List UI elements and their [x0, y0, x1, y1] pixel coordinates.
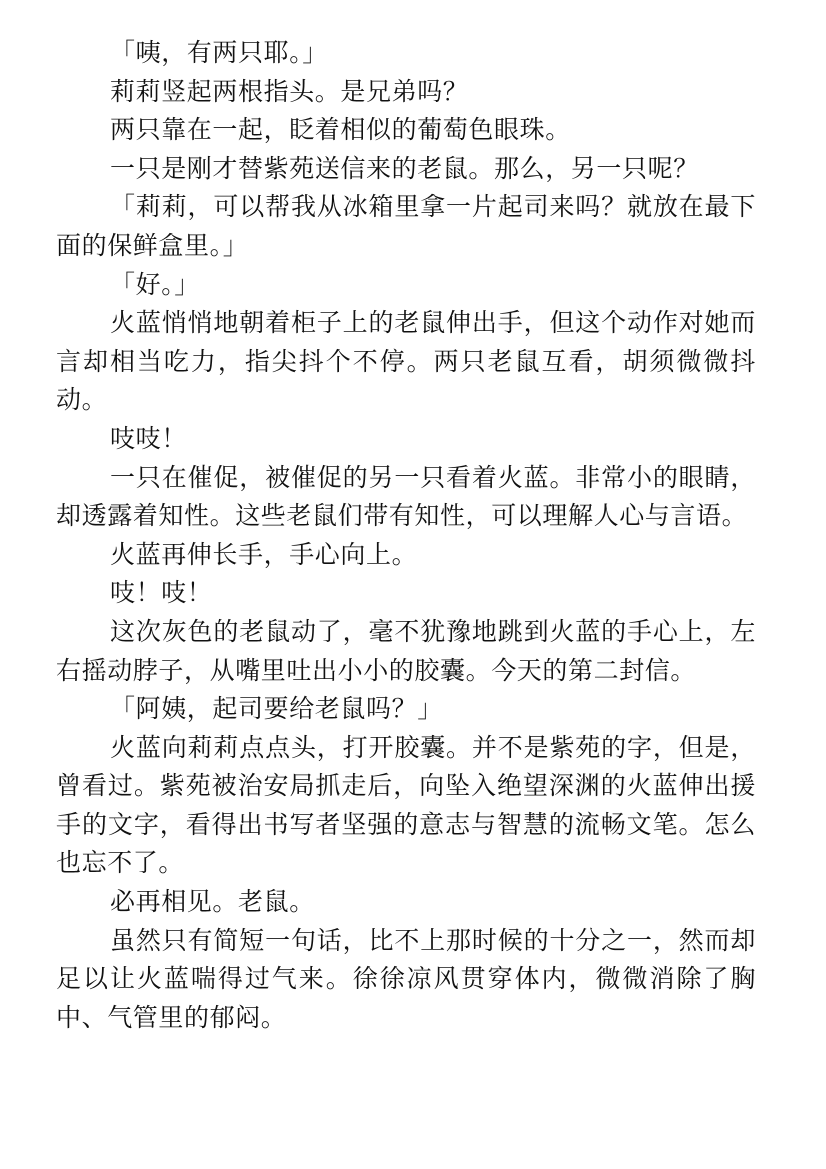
paragraph: 「咦，有两只耶。」: [110, 38, 328, 67]
paragraph: 两只靠在一起，眨着相似的葡萄色眼珠。: [110, 115, 571, 145]
paragraph: 火蓝向莉莉点点头，打开胶囊。并不是紫苑的字，但是，曾看过。紫苑被治安局抓走后，向坠入绝望深渊的火蓝伸出援手的文字，看得出书写者坚强的意志与智慧的流畅文笔。怎么也忘不了。: [56, 732, 756, 878]
paragraph: 莉莉竖起两根指头。是兄弟吗？: [110, 76, 469, 106]
document-page: [56, 34, 756, 1037]
paragraph: 吱吱！: [110, 423, 187, 453]
paragraph: 火蓝再伸长手，手心向上。: [110, 539, 418, 569]
paragraph: 必再相见。老鼠。: [110, 887, 315, 917]
paragraph: 「阿姨，起司要给老鼠吗？」: [110, 694, 443, 724]
paragraph: 这次灰色的老鼠动了，毫不犹豫地跳到火蓝的手心上，左右摇动脖子，从嘴里吐出小小的胶囊。今天的第二封信。: [56, 616, 756, 685]
paragraph: 一只在催促，被催促的另一只看着火蓝。非常小的眼睛，却透露着知性。这些老鼠们带有知性，可以理解人心与言语。: [56, 462, 756, 531]
paragraph: 虽然只有简短一句话，比不上那时候的十分之一，然而却足以让火蓝喘得过气来。徐徐凉风贯穿体内，微微消除了胸中、气管里的郁闷。: [56, 925, 756, 1032]
paragraph: 火蓝悄悄地朝着柜子上的老鼠伸出手，但这个动作对她而言却相当吃力，指尖抖个不停。两只老鼠互看，胡须微微抖动。: [56, 308, 756, 415]
paragraph: 「好。」: [110, 269, 200, 299]
paragraph: 「莉莉，可以帮我从冰箱里拿一片起司来吗？就放在最下面的保鲜盒里。」: [56, 192, 756, 260]
paragraph: 吱！吱！: [110, 578, 213, 608]
paragraph: 一只是刚才替紫苑送信来的老鼠。那么，另一只呢？: [110, 153, 699, 183]
